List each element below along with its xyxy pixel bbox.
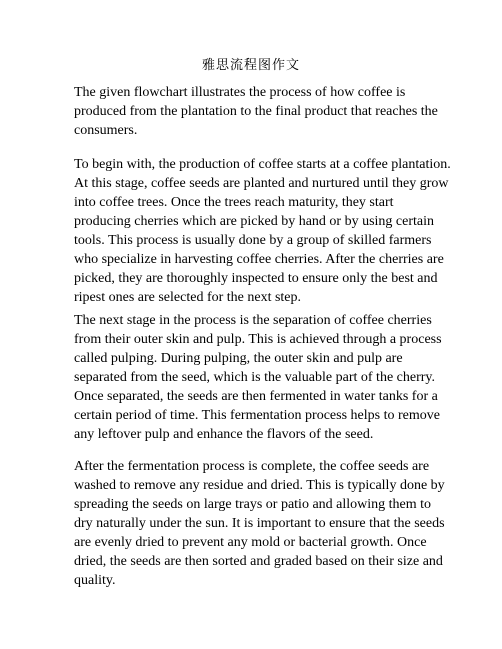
paragraph-line: consumers. xyxy=(74,123,138,138)
paragraph-line: into coffee trees. Once the trees reach maturity, they start xyxy=(74,195,394,210)
paragraph-line: separated from the seed, which is the valuable part of the cherry. xyxy=(74,370,435,385)
paragraph-line: are evenly dried to prevent any mold or bacterial growth. Once xyxy=(74,535,427,550)
paragraph-line: certain period of time. This fermentation process helps to remove xyxy=(74,408,440,423)
paragraph-line: At this stage, coffee seeds are planted and nurtured until they grow xyxy=(74,176,449,191)
paragraph-line: The next stage in the process is the separation of coffee cherries xyxy=(74,313,432,328)
paragraph-plantation xyxy=(74,155,451,307)
document-title: 雅思流程图作文 xyxy=(201,58,300,73)
paragraph-line: quality. xyxy=(74,573,116,588)
paragraph-line: Once separated, the seeds are then fermented in water tanks for a xyxy=(74,389,438,404)
paragraph-line: called pulping. During pulping, the outer skin and pulp are xyxy=(74,351,403,366)
paragraph-line: produced from the plantation to the final product that reaches the xyxy=(74,104,438,119)
paragraph-line: tools. This process is usually done by a group of skilled farmers xyxy=(74,233,432,248)
paragraph-line: The given flowchart illustrates the process of how coffee is xyxy=(74,85,406,100)
paragraph-line: dried, the seeds are then sorted and graded based on their size and xyxy=(74,554,443,569)
paragraph-line: producing cherries which are picked by hand or by using certain xyxy=(74,214,434,229)
paragraph-line: from their outer skin and pulp. This is achieved through a process xyxy=(74,332,442,347)
paragraph-drying xyxy=(74,457,445,590)
paragraph-line: any leftover pulp and enhance the flavors of the seed. xyxy=(74,427,374,442)
paragraph-line: After the fermentation process is complete, the coffee seeds are xyxy=(74,459,430,474)
paragraph-line: picked, they are thoroughly inspected to ensure only the best and xyxy=(74,271,438,286)
paragraph-line: ripest ones are selected for the next step. xyxy=(74,290,302,305)
paragraph-line: dry naturally under the sun. It is important to ensure that the seeds xyxy=(74,516,445,531)
paragraph-line: To begin with, the production of coffee starts at a coffee plantation. xyxy=(74,157,451,172)
paragraph-pulping xyxy=(74,311,442,444)
paragraph-line: spreading the seeds on large trays or patio and allowing them to xyxy=(74,497,432,512)
paragraph-line: washed to remove any residue and dried. This is typically done by xyxy=(74,478,445,493)
paragraph-intro xyxy=(74,83,436,140)
paragraph-line: who specialize in harvesting coffee cherries. After the cherries are xyxy=(74,252,444,267)
